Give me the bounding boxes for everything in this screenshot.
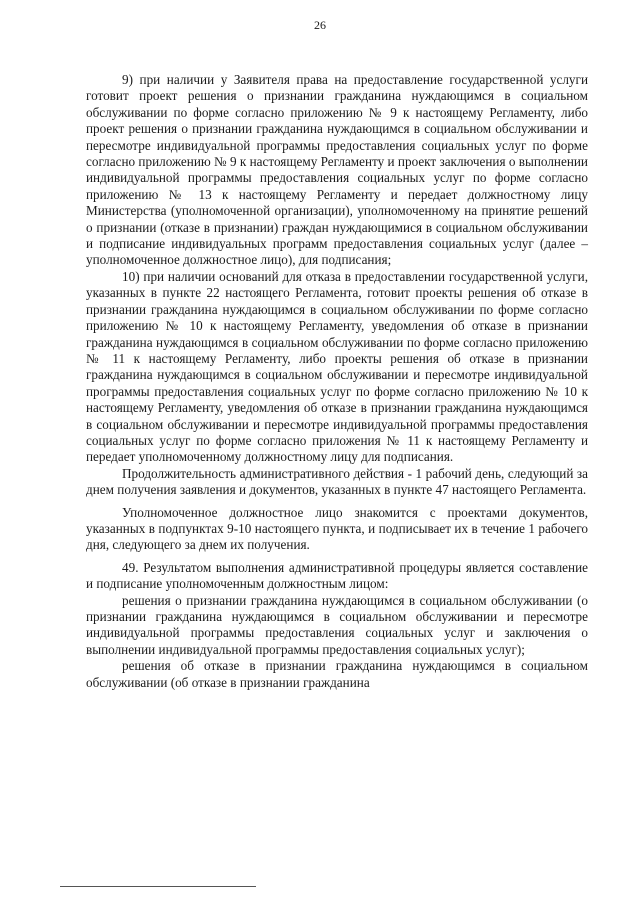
document-body <box>86 72 588 691</box>
paragraph-49-result: 49. Результатом выполнения административной процедуры является составление и подписание уполномоченным должностным лицом: <box>86 559 588 592</box>
paragraph-item-10: 10) при наличии оснований для отказа в предоставлении государственной услуги, указанных в пункте 22 настоящего Регламента, готовит проекты решения об отказе в признании гражданина нуждающимся в социальном обслуживании по форме согласно приложению № 10 к настоящему Регламенту, уведомления об отказе в признании гражданина нуждающимся в социальном обслуживании по форме согласно приложению № 11 к настоящему Регламенту, либо проекты решения об отказе в признании гражданина нуждающимся в социальном обслуживании и пересмотре индивидуальной программы предоставления социальных услуг по форме согласно приложению № 10 к настоящему Регламенту, уведомления об отказе в признании гражданина нуждающимся в социальном обслуживании и пересмотре индивидуальной программы предоставления социальных услуг по форме согласно приложения № 11 к настоящему Регламенту и передает уполномоченному должностному лицу для подписания. <box>86 268 588 465</box>
paragraph-signing: Уполномоченное должностное лицо знакомится с проектами документов, указанных в подпунктах 9-10 настоящего пункта, и подписывает их в течение 1 рабочего дня, следующего за днем их получения. <box>86 504 588 553</box>
paragraph-decision-recognition: решения о признании гражданина нуждающимся в социальном обслуживании (о признании гражданина нуждающимся в социальном обслуживании и пересмотре индивидуальной программы предоставления социальных услуг и заключения о выполнении индивидуальной программы предоставления социальных услуг); <box>86 592 588 657</box>
paragraph-duration: Продолжительность административного действия - 1 рабочий день, следующий за днем получения заявления и документов, указанных в пункте 47 настоящего Регламента. <box>86 465 588 498</box>
page-number: 26 <box>314 18 326 32</box>
paragraph-decision-refusal: решения об отказе в признании гражданина нуждающимся в социальном обслуживании (об отказе в признании гражданина <box>86 658 588 690</box>
paragraph-item-9: 9) при наличии у Заявителя права на предоставление государственной услуги готовит проект решения о признании гражданина нуждающимся в социальном обслуживании по форме согласно приложению № 9 к настоящему Регламенту, либо проект решения о признании гражданина нуждающимся в социальном обслуживании и пересмотре индивидуальной программы предоставления социальных услуг по форме согласно приложению № 9 к настоящему Регламенту и проект заключения о выполнении индивидуальной программы предоставления социальных услуг по форме согласно приложению № 13 к настоящему Регламенту и передает должностному лицу Министерства (уполномоченной организации), уполномоченному на принятие решений о признании (отказе в признании) граждан нуждающимися в социальном обслуживании и подписание индивидуальных программ предоставления социальных услуг (далее – уполномоченное должностное лицо), для подписания; <box>86 72 588 268</box>
footnote-divider <box>60 886 256 887</box>
